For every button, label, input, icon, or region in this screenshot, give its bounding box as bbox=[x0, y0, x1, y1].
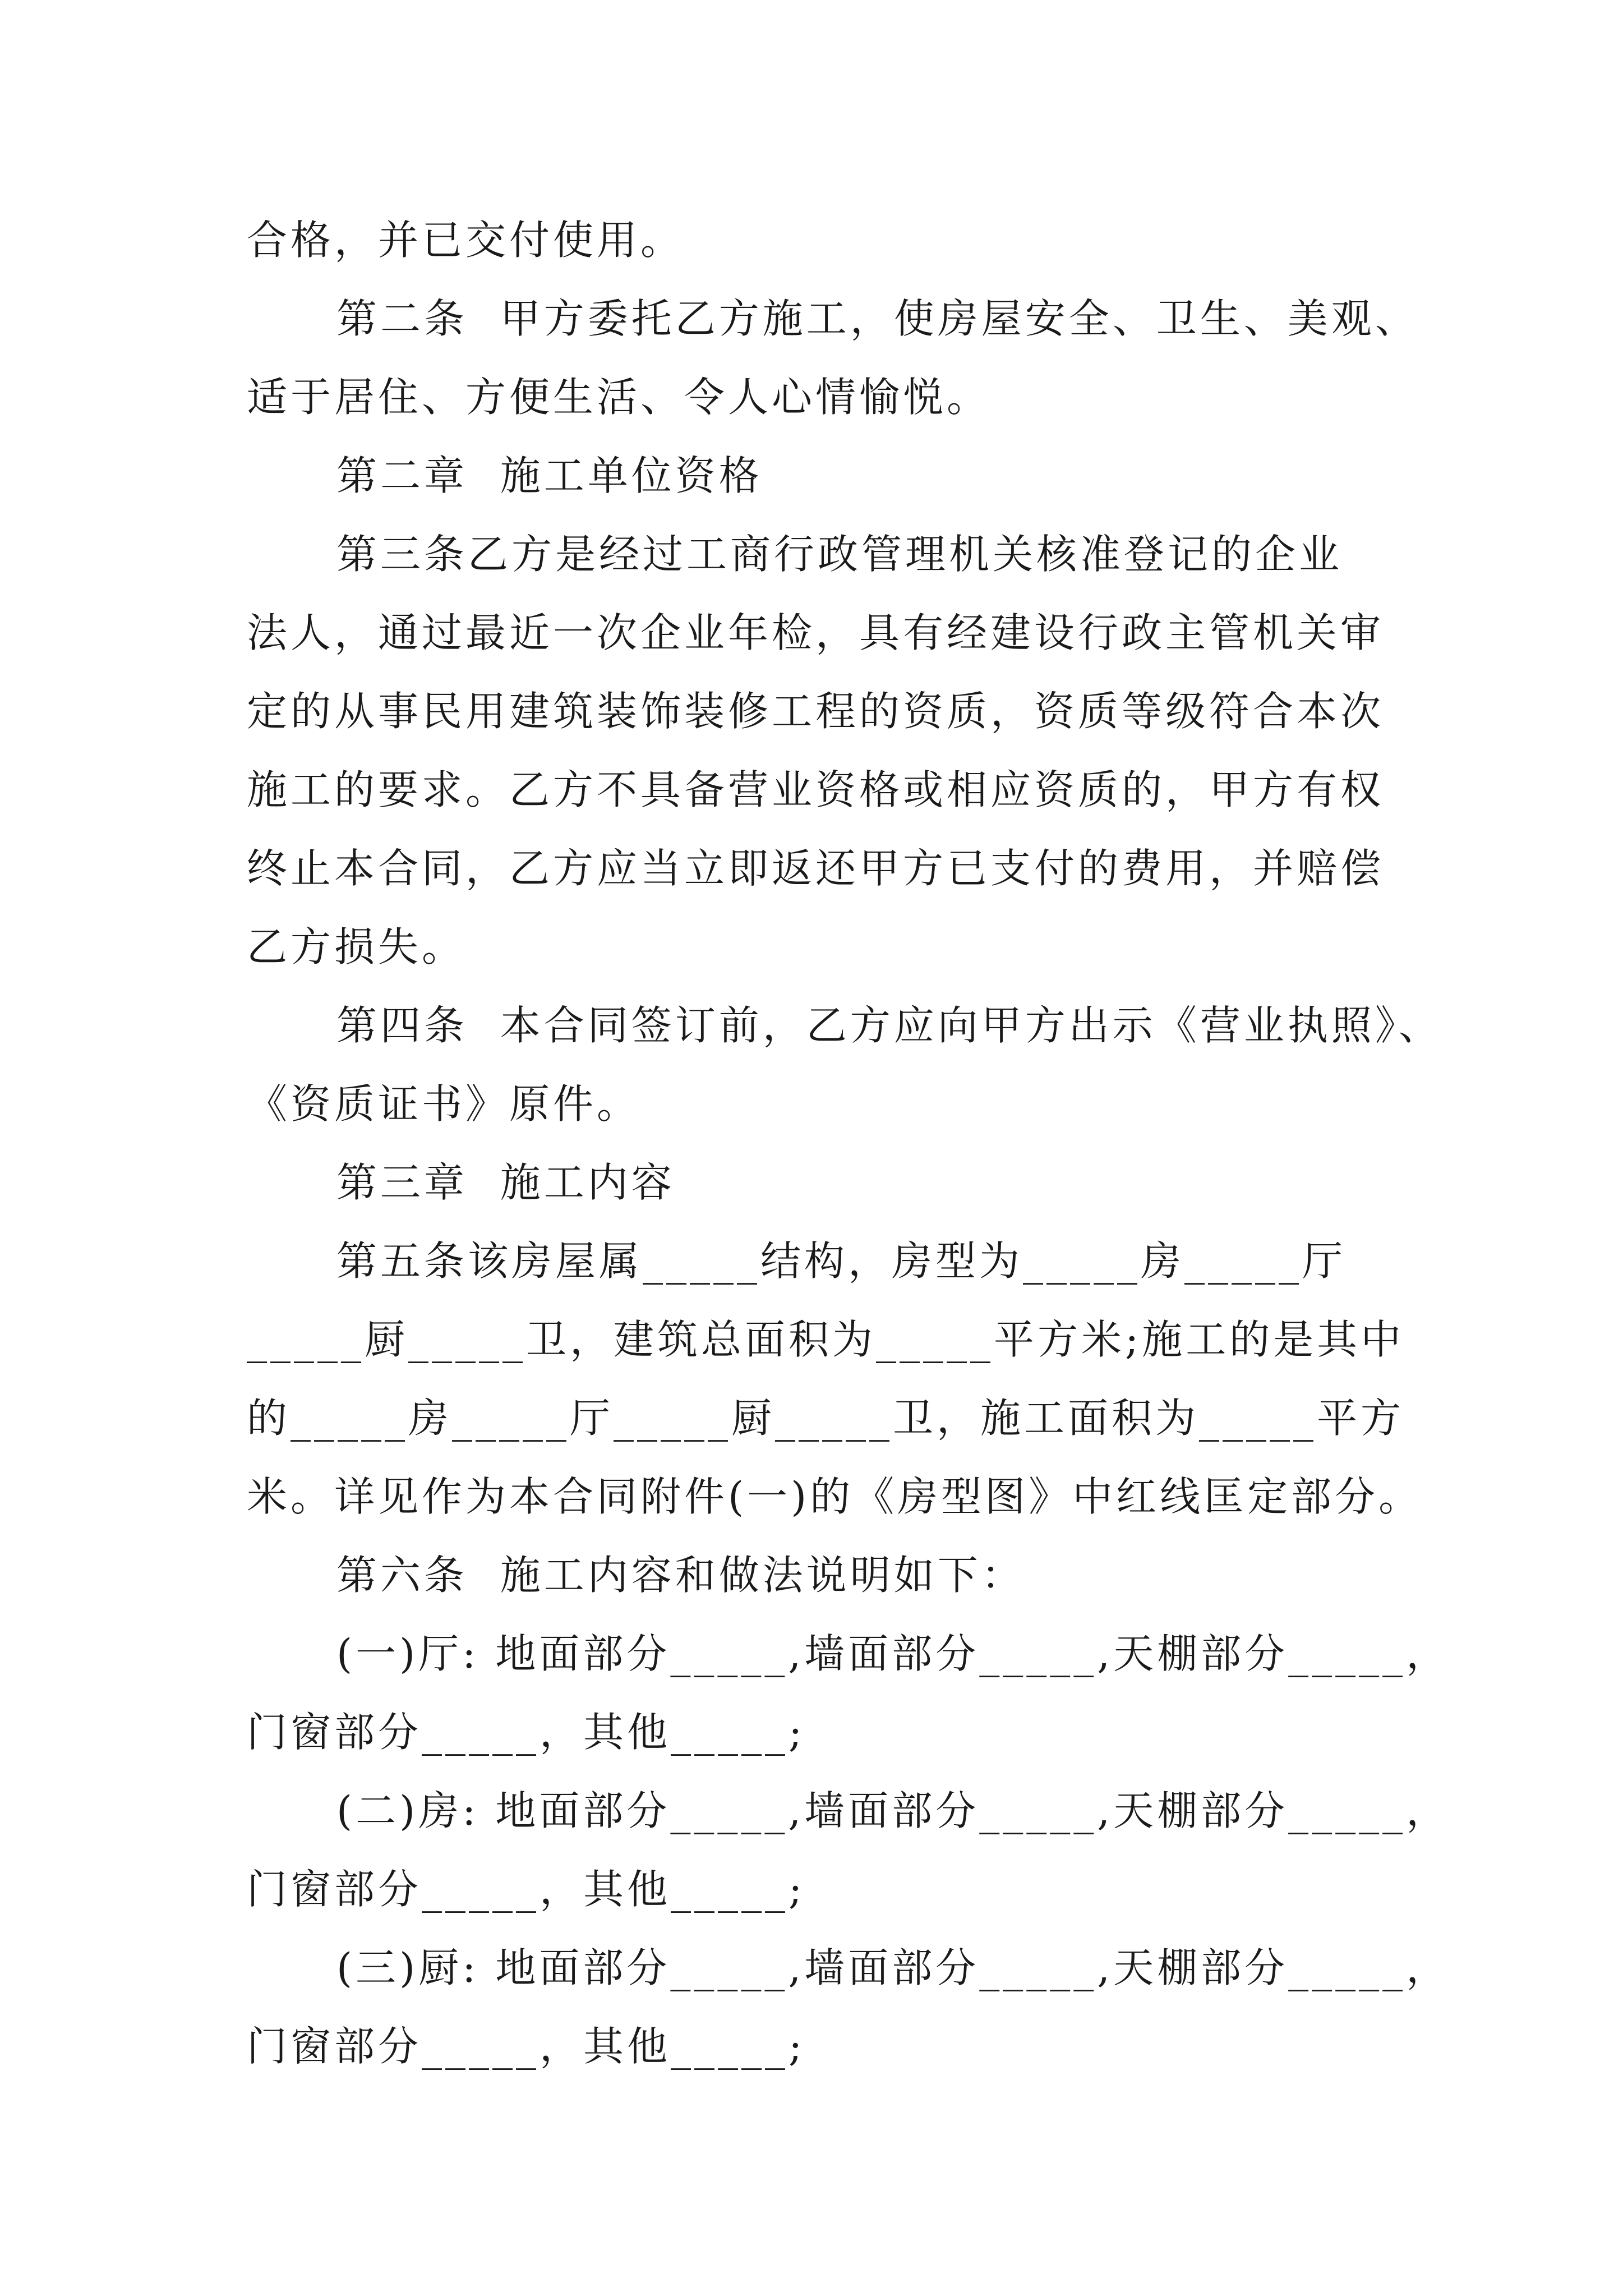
text-line: 的_____房_____厅_____厨_____卫，施工面积为_____平方 bbox=[247, 1395, 1405, 1442]
text-line: (二)房: 地面部分_____,墙面部分_____,天棚部分_____， bbox=[336, 1787, 1450, 1834]
chapter-heading: 第二章 施工单位资格 bbox=[336, 452, 763, 499]
text-line: 终止本合同，乙方应当立即返还甲方已支付的费用，并赔偿 bbox=[247, 845, 1385, 892]
text-line: 第三条乙方是经过工商行政管理机关核准登记的企业 bbox=[336, 531, 1343, 578]
text-line: 乙方损失。 bbox=[247, 923, 466, 970]
text-line: 定的从事民用建筑装饰装修工程的资质，资质等级符合本次 bbox=[247, 688, 1385, 735]
text-line: (三)厨: 地面部分_____,墙面部分_____,天棚部分_____， bbox=[336, 1944, 1450, 1991]
text-line: 适于居住、方便生活、令人心情愉悦。 bbox=[247, 374, 991, 421]
chapter-heading: 第三章 施工内容 bbox=[336, 1159, 675, 1206]
text-line: (一)厅: 地面部分_____,墙面部分_____,天棚部分_____， bbox=[336, 1630, 1450, 1677]
text-line: 第五条该房屋属_____结构，房型为_____房_____厅 bbox=[336, 1237, 1347, 1285]
text-line: 米。详见作为本合同附件(一)的《房型图》中红线匡定部分。 bbox=[247, 1473, 1423, 1520]
text-line: 第四条 本合同签订前，乙方应向甲方出示《营业执照》、 bbox=[336, 1002, 1442, 1049]
text-line: 法人，通过最近一次企业年检，具有经建设行政主管机关审 bbox=[247, 609, 1385, 656]
text-line: 门窗部分_____，其他_____; bbox=[247, 2023, 806, 2070]
text-line: 《资质证书》原件。 bbox=[247, 1080, 641, 1128]
text-line: 第二条 甲方委托乙方施工，使房屋安全、卫生、美观、 bbox=[336, 295, 1419, 342]
text-line: 合格，并已交付使用。 bbox=[247, 217, 685, 264]
text-line: 门窗部分_____，其他_____; bbox=[247, 1709, 806, 1756]
text-line: 第六条 施工内容和做法说明如下： bbox=[336, 1552, 1025, 1599]
text-line: 施工的要求。乙方不具备营业资格或相应资质的，甲方有权 bbox=[247, 766, 1385, 813]
text-line: _____厨_____卫，建筑总面积为_____平方米;施工的是其中 bbox=[247, 1316, 1405, 1363]
text-line: 门窗部分_____，其他_____; bbox=[247, 1866, 806, 1913]
